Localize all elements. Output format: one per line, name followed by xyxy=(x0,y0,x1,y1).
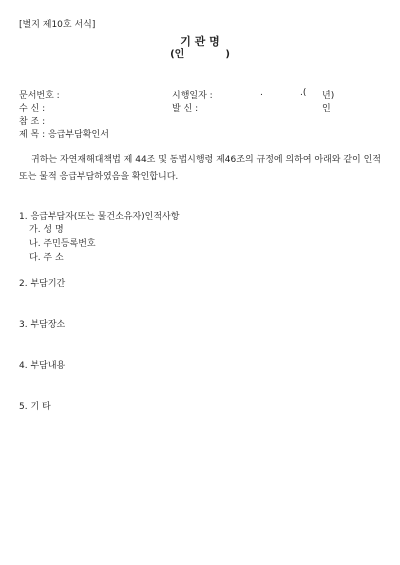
reference-label: 참 조 : xyxy=(19,117,46,127)
section-3: 3. 부담장소 xyxy=(19,320,66,330)
subject-row xyxy=(19,127,109,140)
title-subtitle xyxy=(0,45,400,60)
recipient-label: 수 신 : xyxy=(19,104,46,114)
subtitle-close: ) xyxy=(225,49,230,60)
sender-label: 발 신 : xyxy=(172,104,199,114)
subitem-address: 다. 주 소 xyxy=(29,253,64,263)
date-label: 시행일자 : xyxy=(172,91,213,101)
doc-number-label: 문서번호 : xyxy=(19,91,60,101)
date-paren: .( xyxy=(300,88,307,98)
subitem-name: 가. 성 명 xyxy=(29,225,64,235)
section-5: 5. 기 타 xyxy=(19,402,51,412)
page-title: 기 관 명 xyxy=(180,35,220,48)
section-1: 1. 응급부담자(또는 물건소유자)인적사항 xyxy=(19,212,180,222)
form-label: [별지 제10호 서식] xyxy=(19,20,96,30)
seal-mark: (인 xyxy=(170,49,185,60)
sender-seal: 인 xyxy=(322,104,331,114)
subject-value: 응급부담확인서 xyxy=(48,130,109,140)
subject-label: 제 목 : xyxy=(19,130,46,140)
body-paragraph: 귀하는 자연재해대책법 제 44조 및 동법시행령 제46조의 규정에 의하여 아래와 같이 인적 또는 물적 응급부담하였음을 확인합니다. xyxy=(19,155,381,182)
section-2: 2. 부담기간 xyxy=(19,279,66,289)
section-4: 4. 부담내용 xyxy=(19,361,66,371)
date-year: 년) xyxy=(322,91,335,101)
subitem-id-number: 나. 주민등록번호 xyxy=(29,239,96,249)
date-dot: . xyxy=(260,88,263,98)
